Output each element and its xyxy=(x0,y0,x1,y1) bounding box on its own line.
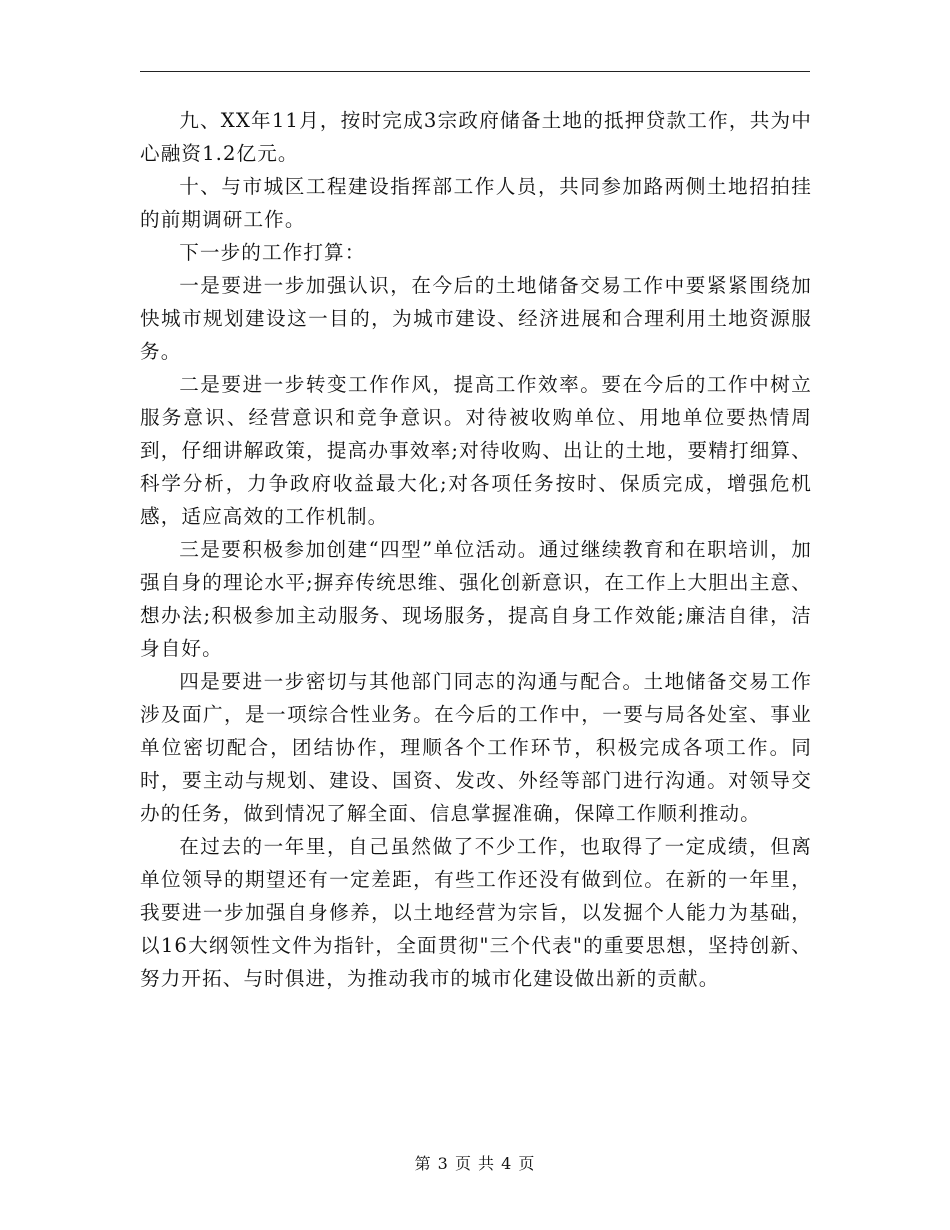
header-rule xyxy=(140,71,810,72)
paragraph-plan-four: 四是要进一步密切与其他部门同志的沟通与配合。土地储备交易工作涉及面广，是一项综合性业务。在今后的工作中，一要与局各处室、事业单位密切配合，团结协作，理顺各个工作环节，积极完成各项工作。同时，要主动与规划、建设、国资、发改、外经等部门进行沟通。对领导交办的任务，做到情况了解全面、信息掌握准确，保障工作顺利推动。 xyxy=(140,670,812,825)
paragraph-item-ten: 十、与市城区工程建设指挥部工作人员，共同参加路两侧土地招拍挂的前期调研工作。 xyxy=(140,175,812,231)
document-body xyxy=(140,104,812,995)
paragraph-conclusion: 在过去的一年里，自己虽然做了不少工作，也取得了一定成绩，但离单位领导的期望还有一定差距，有些工作还没有做到位。在新的一年里，我要进一步加强自身修养，以土地经营为宗旨，以发掘个人能力为基础，以16大纲领性文件为指针，全面贯彻"三个代表"的重要思想，坚持创新、努力开拓、与时俱进，为推动我市的城市化建设做出新的贡献。 xyxy=(140,835,812,990)
paragraph-plan-two: 二是要进一步转变工作作风，提高工作效率。要在今后的工作中树立服务意识、经营意识和竞争意识。对待被收购单位、用地单位要热情周到，仔细讲解政策，提高办事效率;对待收购、出让的土地，要精打细算、科学分析，力争政府收益最大化;对各项任务按时、保质完成，增强危机感，适应高效的工作机制。 xyxy=(140,373,812,528)
paragraph-plan-three: 三是要积极参加创建“四型”单位活动。通过继续教育和在职培训，加强自身的理论水平;摒弃传统思维、强化创新意识，在工作上大胆出主意、想办法;积极参加主动服务、现场服务，提高自身工作效能;廉洁自律，洁身自好。 xyxy=(140,538,812,660)
page-number-footer: 第 3 页 共 4 页 xyxy=(414,1154,536,1173)
paragraph-plan-one: 一是要进一步加强认识，在今后的土地储备交易工作中要紧紧围绕加快城市规划建设这一目的，为城市建设、经济进展和合理利用土地资源服务。 xyxy=(140,274,812,363)
section-heading-next-steps: 下一步的工作打算： xyxy=(179,241,366,264)
paragraph-item-nine: 九、XX年11月，按时完成3宗政府储备土地的抵押贷款工作，共为中心融资1.2亿元。 xyxy=(140,109,812,165)
